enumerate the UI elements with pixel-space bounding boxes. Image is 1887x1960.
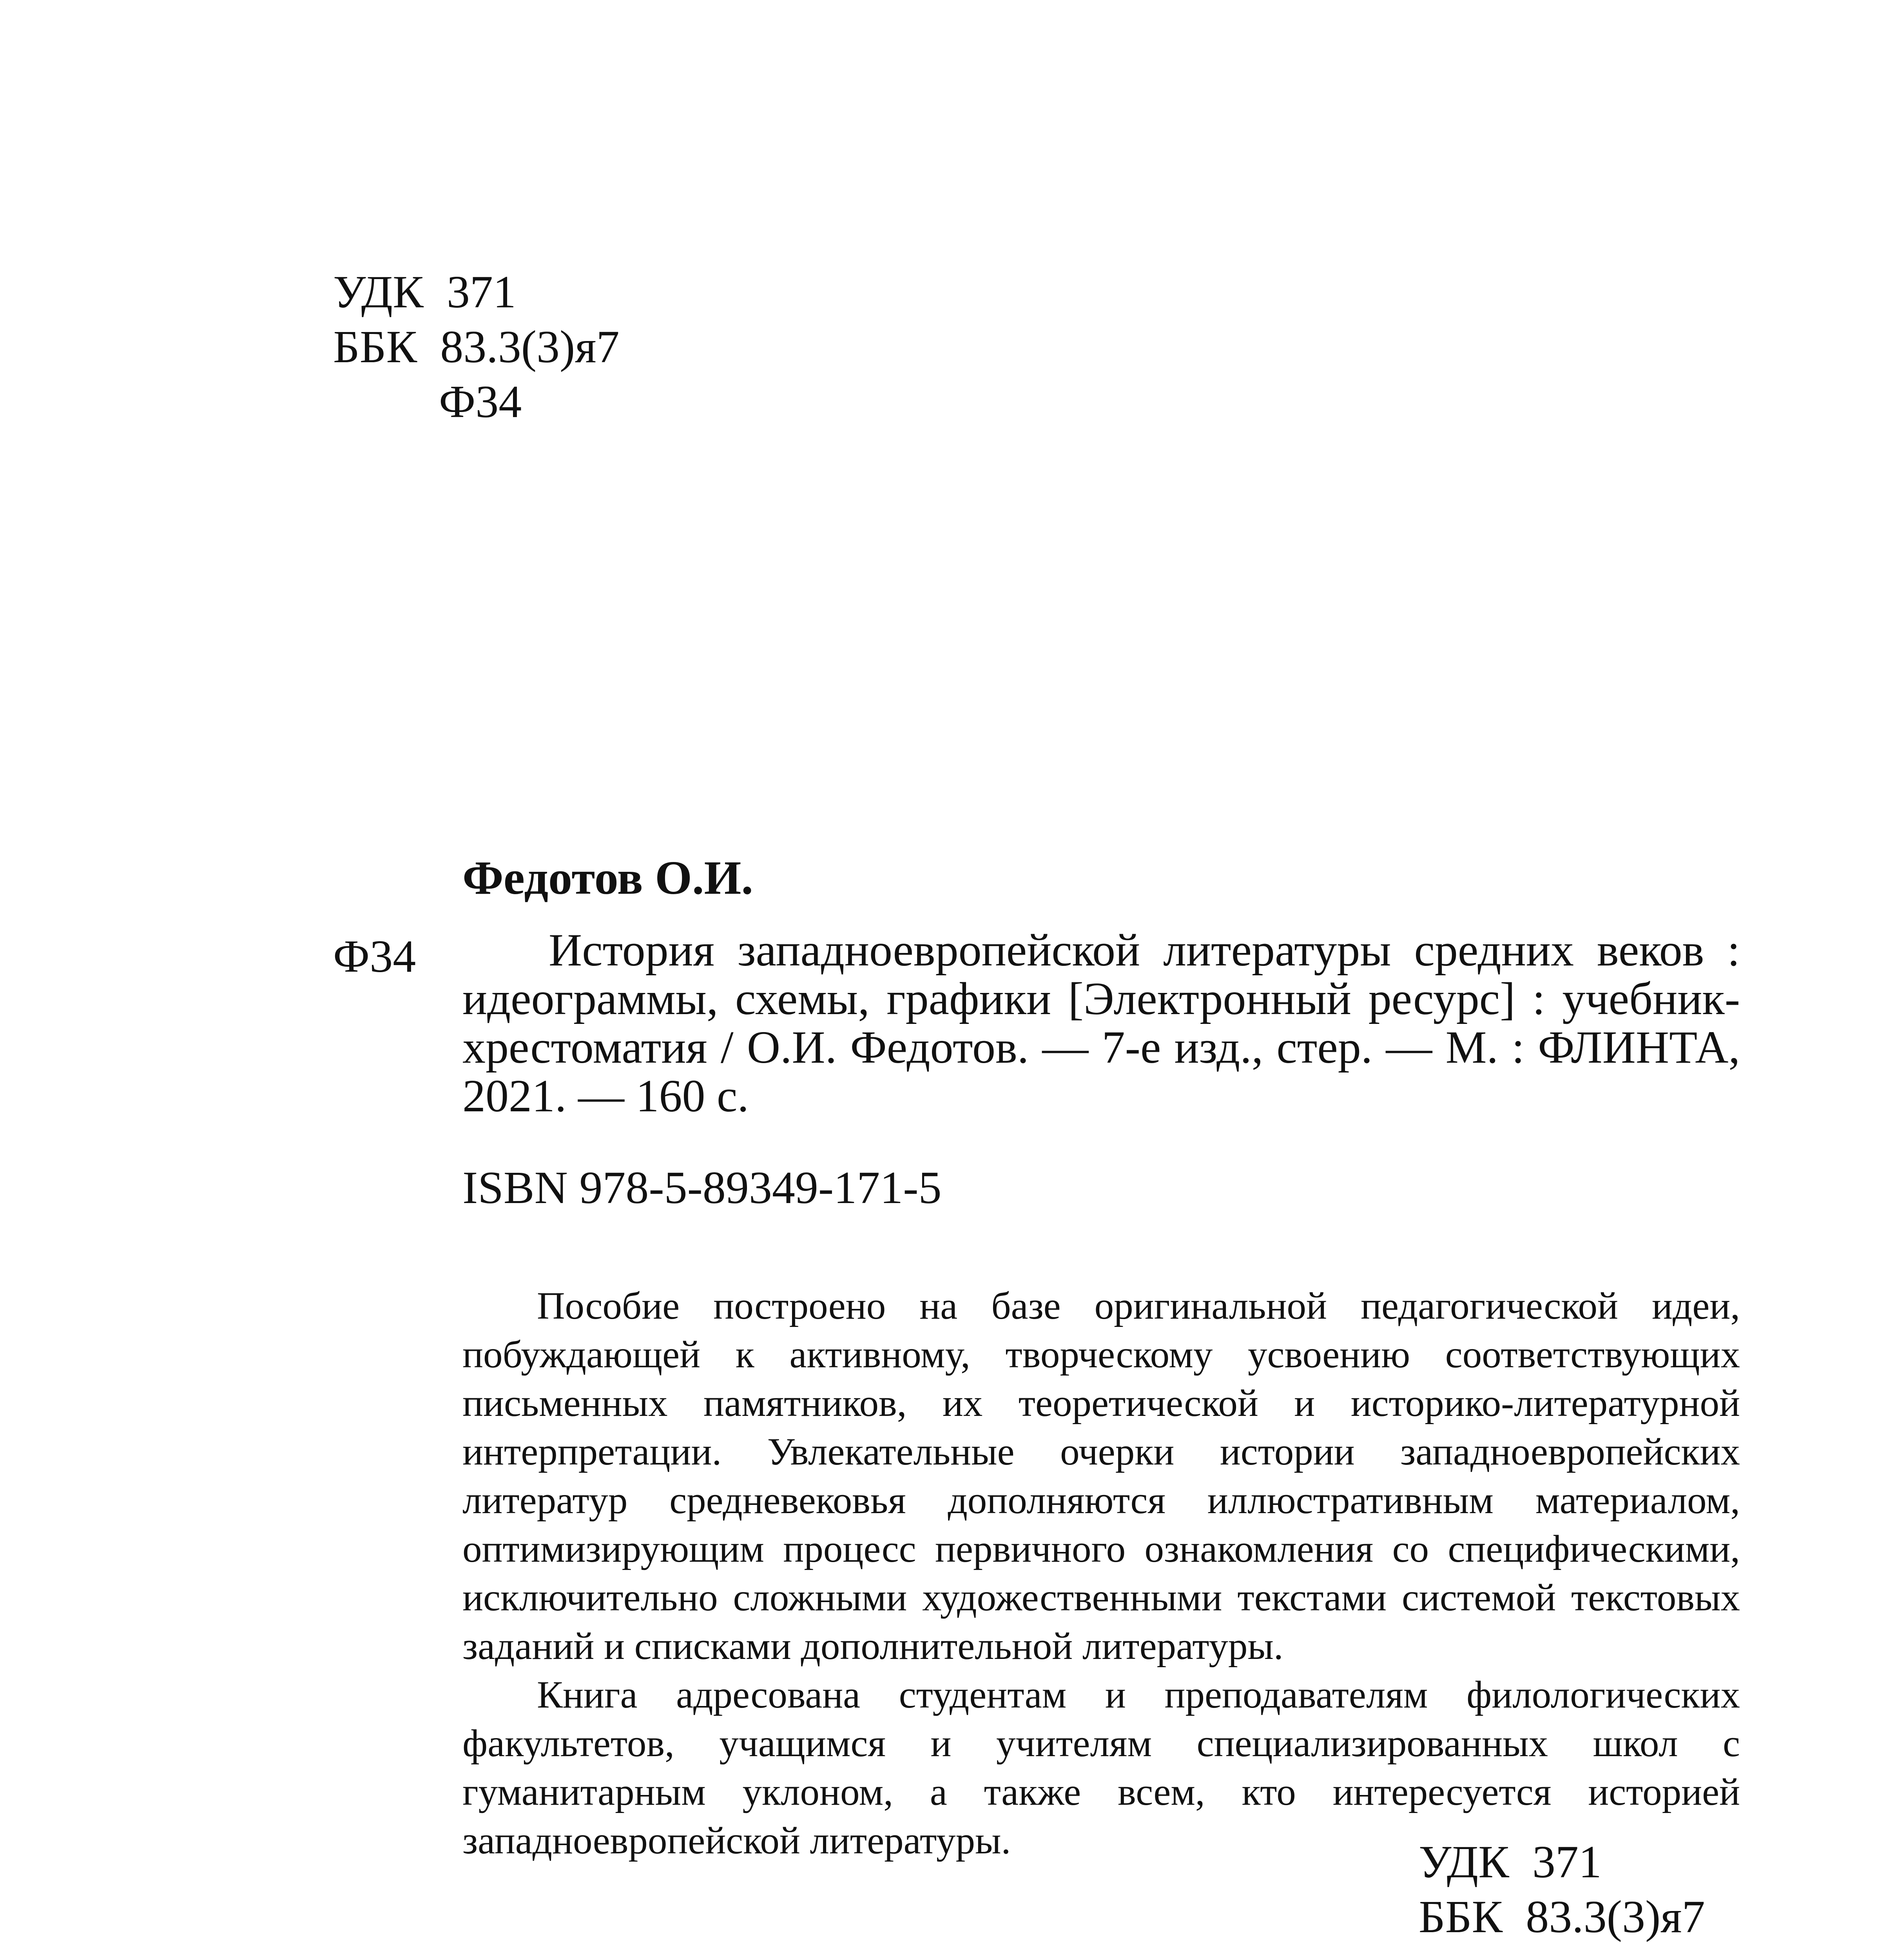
annotation-paragraph-1: Пособие построено на базе оригинальной педагогической идеи, побуждающей к активному, творческому усвоению соответствующих письменных памятников, их теоретической и историко-литературной интерпретации. Увлекательные очерки истории западноевропейских литератур средневековья дополняются иллюстративным материалом, оптимизирующим процесс первичного ознакомления со специфическими, исключительно сложными художественными текстами системой текстовых заданий и списками дополнительной литературы. bbox=[462, 1285, 1740, 1668]
bibliographic-description: История западноевропейской литературы средних веков : идеограммы, схемы, графики [Электронный ресурс] : учебник-хрестоматия / О.И. Федотов. — 7-е изд., стер. — М. : ФЛИНТА, 2021. — 160 с. bbox=[462, 924, 1740, 1122]
udk-code-bottom: УДК 371 bbox=[1419, 1836, 1602, 1887]
udk-code: УДК 371 bbox=[333, 266, 516, 318]
author-mark-top: Ф34 bbox=[439, 376, 522, 427]
bbk-code-bottom: ББК 83.3(3)я7 bbox=[1419, 1891, 1705, 1942]
top-classification bbox=[333, 265, 620, 429]
author-mark: Ф34 bbox=[333, 931, 416, 982]
author-name: Федотов О.И. bbox=[462, 851, 753, 904]
bbk-code: ББК 83.3(3)я7 bbox=[333, 321, 620, 372]
annotation-paragraph-2: Книга адресована студентам и преподавателям филологических факультетов, учащимся и учителям специализированных школ с гуманитарным уклоном, а также всем, кто интересуется историей западноевропейской литературы. bbox=[462, 1673, 1740, 1862]
isbn-record: ISBN 978-5-89349-171-5 bbox=[462, 1162, 942, 1213]
bottom-classification bbox=[1419, 1835, 1705, 1944]
annotation bbox=[462, 1282, 1740, 1865]
